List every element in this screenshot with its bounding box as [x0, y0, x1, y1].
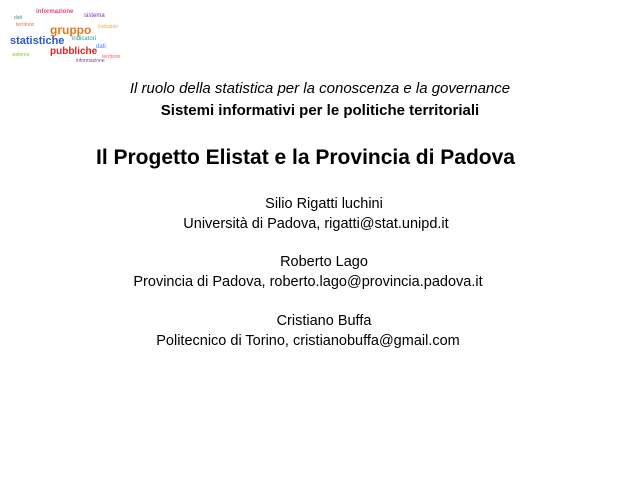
presentation-title: Il Progetto Elistat e la Provincia di Padova — [96, 146, 515, 169]
author-name: Silio Rigatti luchini — [265, 196, 383, 212]
logo-word: informazione — [36, 9, 74, 15]
logo-word: territorio — [16, 22, 35, 28]
author-affiliation: Politecnico di Torino, cristianobuffa@gmail.com — [156, 333, 460, 349]
logo-word: gruppo — [50, 23, 92, 37]
logo-word: indicatori — [72, 36, 97, 42]
author-affiliation: Provincia di Padova, roberto.lago@provincia.padova.it — [133, 274, 483, 290]
author-affiliation: Università di Padova, rigatti@stat.unipd.it — [183, 216, 449, 232]
logo-word: pubbliche — [50, 46, 98, 57]
logo-word: informazione — [76, 58, 105, 64]
logo-word: sistema — [12, 52, 30, 58]
logo-word: dati — [14, 15, 23, 21]
author-name: Cristiano Buffa — [276, 313, 372, 329]
logo-word: territorio — [102, 54, 121, 60]
logo-word: dati — [96, 44, 106, 50]
word-cloud-logo — [6, 4, 130, 68]
session-title: Sistemi informativi per le politiche territoriali — [160, 102, 480, 119]
conference-subtitle: Il ruolo della statistica per la conoscenza e la governance — [129, 80, 511, 97]
logo-word: indicatori — [98, 24, 119, 30]
logo-word: sistema — [84, 13, 105, 19]
author-name: Roberto Lago — [280, 254, 368, 270]
logo-word: statistiche — [10, 35, 65, 47]
